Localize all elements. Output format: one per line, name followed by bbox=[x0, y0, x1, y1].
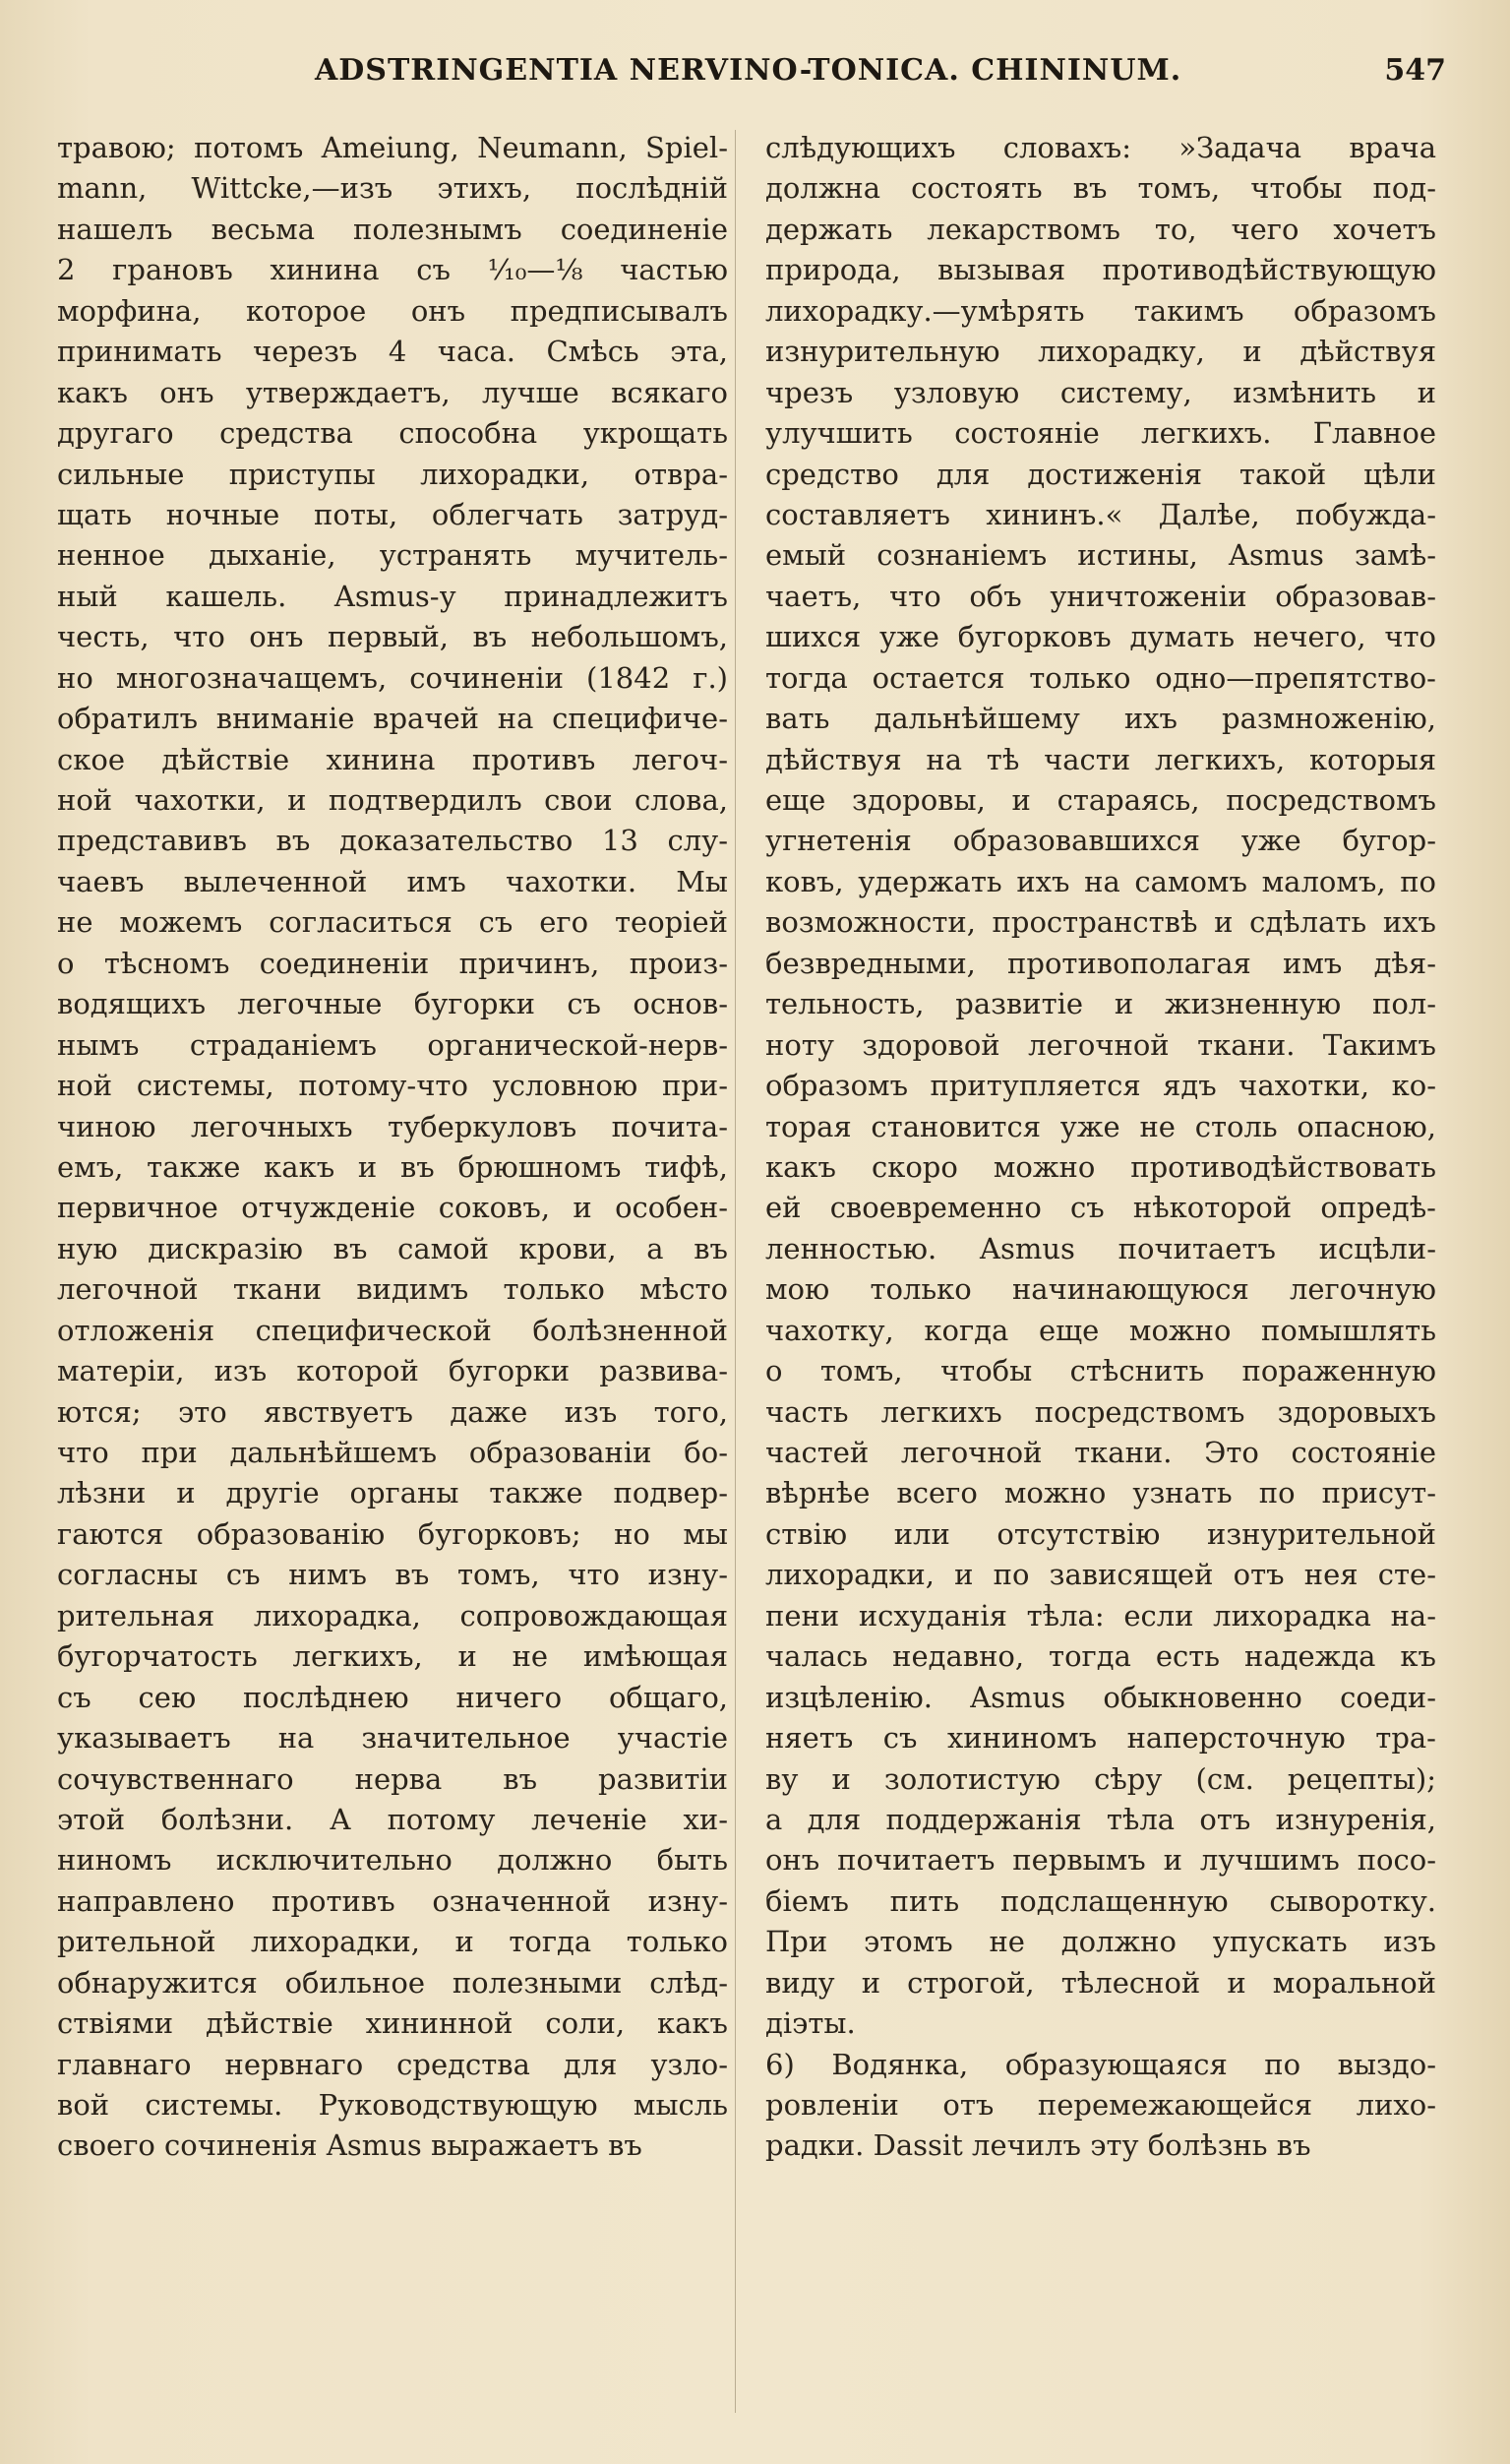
text-line: еще здоровы, и стараясь, посредствомъ bbox=[765, 783, 1436, 817]
text-line: бугорчатость легкихъ, и не имѣющая bbox=[57, 1639, 728, 1674]
text-line: лѣзни и другіе органы также подвер- bbox=[57, 1476, 728, 1510]
text-line: обнаружится обильное полезными слѣд- bbox=[57, 1965, 728, 2000]
text-line: лихорадки, и по зависящей отъ нея сте- bbox=[765, 1558, 1436, 1592]
text-line: средство для достиженія такой цѣли bbox=[765, 457, 1436, 491]
text-line: тельность, развитіе и жизненную пол- bbox=[765, 987, 1436, 1021]
text-line: біемъ пить подслащенную сыворотку. bbox=[765, 1883, 1436, 1918]
text-line: шихся уже бугорковъ думать нечего, что bbox=[765, 620, 1436, 654]
text-line: чиною легочныхъ туберкуловъ почита- bbox=[57, 1109, 728, 1143]
text-line: вать дальнѣйшему ихъ размноженію, bbox=[765, 702, 1436, 736]
text-line: о тѣсномъ соединеніи причинъ, произ- bbox=[57, 946, 728, 980]
text-line: ковъ, удержать ихъ на самомъ маломъ, по bbox=[765, 864, 1436, 898]
text-line: чаетъ, что объ уничтоженіи образовав- bbox=[765, 579, 1436, 613]
text-line: пени исхуданія тѣла: если лихорадка на- bbox=[765, 1598, 1436, 1632]
running-head: ADSTRINGENTIA NERVINO-TONICA. CHININUM. bbox=[315, 53, 1182, 88]
text-line: съ сею послѣднею ничего общаго, bbox=[57, 1680, 728, 1714]
text-line: чаевъ вылеченной имъ чахотки. Мы bbox=[57, 864, 728, 898]
text-line: что при дальнѣйшемъ образованіи бо- bbox=[57, 1436, 728, 1469]
text-line: ную дискразію въ самой крови, а въ bbox=[57, 1231, 728, 1265]
text-line: улучшить состояніе легкихъ. Главное bbox=[765, 416, 1436, 451]
text-line: 6) Водянка, образующаяся по выздо- bbox=[765, 2047, 1436, 2081]
text-line: легочной ткани видимъ только мѣсто bbox=[57, 1272, 728, 1307]
text-line: няетъ съ хининомъ наперсточную тра- bbox=[765, 1721, 1436, 1756]
text-line: какъ скоро можно противодѣйствовать bbox=[765, 1149, 1436, 1184]
text-line: ву и золотистую сѣру (см. рецепты); bbox=[765, 1761, 1436, 1796]
text-line: возможности, пространствѣ и сдѣлать ихъ bbox=[765, 905, 1436, 940]
text-line: сильные приступы лихорадки, отвра- bbox=[57, 457, 728, 491]
text-line: мою только начинающуюся легочную bbox=[765, 1272, 1436, 1307]
text-line: слѣдующихъ словахъ: »Задача врача bbox=[765, 131, 1436, 164]
text-line: ленностью. Asmus почитаетъ исцѣли- bbox=[765, 1231, 1436, 1265]
text-line: ются; это явствуетъ даже изъ того, bbox=[57, 1394, 728, 1429]
text-line: о томъ, чтобы стѣснить пораженную bbox=[765, 1354, 1436, 1388]
page-number: 547 bbox=[1384, 53, 1446, 88]
text-line: принимать черезъ 4 часа. Смѣсь эта, bbox=[57, 335, 728, 369]
text-line: составляетъ хининъ.« Далѣе, побужда- bbox=[765, 497, 1436, 531]
text-line: обратилъ вниманіе врачей на специфиче- bbox=[57, 702, 728, 736]
text-line: направлено противъ означенной изну- bbox=[57, 1883, 728, 1918]
text-line: держать лекарствомъ то, чего хочетъ bbox=[765, 212, 1436, 246]
text-line: рительной лихорадки, и тогда только bbox=[57, 1925, 728, 1959]
text-line: изнурительную лихорадку, и дѣйствуя bbox=[765, 335, 1436, 369]
text-line: природа, вызывая противодѣйствующую bbox=[765, 253, 1436, 287]
text-line: нымъ страданіемъ органической-нерв- bbox=[57, 1027, 728, 1062]
text-line: какъ онъ утверждаетъ, лучше всякаго bbox=[57, 375, 728, 409]
text-line: виду и строгой, тѣлесной и моральной bbox=[765, 1965, 1436, 2000]
text-line: сочувственнаго нерва въ развитіи bbox=[57, 1761, 728, 1796]
text-line: емъ, также какъ и въ брюшномъ тифѣ, bbox=[57, 1149, 728, 1184]
text-line: ной системы, потому-что условною при- bbox=[57, 1069, 728, 1103]
text-line: онъ почитаетъ первымъ и лучшимъ посо- bbox=[765, 1843, 1436, 1878]
text-line: 2 грановъ хинина съ ¹⁄₁₀—⅛ частью bbox=[57, 253, 728, 287]
text-line: вой системы. Руководствующую мысль bbox=[57, 2088, 728, 2122]
text-line: согласны съ нимъ въ томъ, что изну- bbox=[57, 1558, 728, 1592]
text-line: тогда остается только одно—препятство- bbox=[765, 660, 1436, 695]
text-line: часть легкихъ посредствомъ здоровыхъ bbox=[765, 1394, 1436, 1429]
text-line: изцѣленію. Asmus обыкновенно соеди- bbox=[765, 1680, 1436, 1714]
text-line: водящихъ легочные бугорки съ основ- bbox=[57, 987, 728, 1021]
text-line: главнаго нервнаго средства для узло- bbox=[57, 2047, 728, 2081]
text-line: честь, что онъ первый, въ небольшомъ, bbox=[57, 620, 728, 654]
text-line: указываетъ на значительное участіе bbox=[57, 1721, 728, 1756]
text-line: дѣйствуя на тѣ части легкихъ, которыя bbox=[765, 742, 1436, 776]
text-line: радки. Dassit лечилъ эту болѣзнь въ bbox=[765, 2128, 1311, 2163]
text-line: ровленіи отъ перемежающейся лихо- bbox=[765, 2088, 1436, 2122]
text-line: нашелъ весьма полезнымъ соединеніе bbox=[57, 212, 728, 246]
text-line: ниномъ исключительно должно быть bbox=[57, 1843, 728, 1878]
text-line: частей легочной ткани. Это состояніе bbox=[765, 1436, 1436, 1469]
text-line: емый сознаніемъ истины, Asmus замѣ- bbox=[765, 538, 1436, 573]
text-line: рительная лихорадка, сопровождающая bbox=[57, 1598, 728, 1632]
text-line: должна состоять въ томъ, чтобы под- bbox=[765, 171, 1436, 206]
text-line: чрезъ узловую систему, измѣнить и bbox=[765, 375, 1436, 409]
text-line: матеріи, изъ которой бугорки развива- bbox=[57, 1354, 728, 1388]
text-line: торая становится уже не столь опасною, bbox=[765, 1109, 1436, 1143]
text-line: а для поддержанія тѣла отъ изнуренія, bbox=[765, 1802, 1436, 1836]
text-line: діэты. bbox=[765, 2006, 856, 2041]
text-line: ское дѣйствіе хинина противъ легоч- bbox=[57, 742, 728, 776]
column-divider bbox=[735, 130, 736, 2413]
text-line: При этомъ не должно упускать изъ bbox=[765, 1925, 1436, 1959]
text-line: представивъ въ доказательство 13 слу- bbox=[57, 824, 728, 858]
text-line: травою; потомъ Ameiung, Neumann, Spiel- bbox=[57, 131, 728, 164]
text-line: ненное дыханіе, устранять мучитель- bbox=[57, 538, 728, 573]
text-line: другаго средства способна укрощать bbox=[57, 416, 728, 451]
text-line: первичное отчужденіе соковъ, и особен- bbox=[57, 1191, 728, 1225]
text-line: гаются образованію бугорковъ; но мы bbox=[57, 1516, 728, 1551]
text-line: лихорадку.—умѣрять такимъ образомъ bbox=[765, 293, 1436, 328]
text-line: щать ночные поты, облегчать затруд- bbox=[57, 497, 728, 531]
text-line: ей своевременно съ нѣкоторой опредѣ- bbox=[765, 1191, 1436, 1225]
text-line: морфина, которое онъ предписывалъ bbox=[57, 293, 728, 328]
text-line: но многозначащемъ, сочиненіи (1842 г.) bbox=[57, 660, 728, 695]
text-line: этой болѣзни. А потому леченіе хи- bbox=[57, 1802, 728, 1836]
text-line: чалась недавно, тогда есть надежда къ bbox=[765, 1639, 1436, 1674]
text-line: отложенія специфической болѣзненной bbox=[57, 1313, 728, 1347]
text-line: ной чахотки, и подтвердилъ свои слова, bbox=[57, 783, 728, 817]
text-line: ствіями дѣйствіе хининной соли, какъ bbox=[57, 2006, 728, 2041]
text-line: mann, Wittcke,—изъ этихъ, послѣдній bbox=[57, 171, 728, 206]
text-line: ствію или отсутствію изнурительной bbox=[765, 1516, 1436, 1551]
text-line: ноту здоровой легочной ткани. Такимъ bbox=[765, 1027, 1436, 1062]
text-line: чахотку, когда еще можно помышлять bbox=[765, 1313, 1436, 1347]
text-line: не можемъ согласиться съ его теоріей bbox=[57, 905, 728, 940]
text-line: своего сочиненія Asmus выражаетъ въ bbox=[57, 2128, 642, 2163]
text-line: вѣрнѣе всего можно узнать по присут- bbox=[765, 1476, 1436, 1510]
text-line: угнетенія образовавшихся уже бугор- bbox=[765, 824, 1436, 858]
text-line: образомъ притупляется ядъ чахотки, ко- bbox=[765, 1069, 1436, 1103]
text-line: ный кашель. Asmus-у принадлежитъ bbox=[57, 579, 728, 613]
text-line: безвредными, противополагая имъ дѣя- bbox=[765, 946, 1436, 980]
left-text-column bbox=[57, 128, 728, 2167]
right-text-column bbox=[765, 128, 1436, 2167]
